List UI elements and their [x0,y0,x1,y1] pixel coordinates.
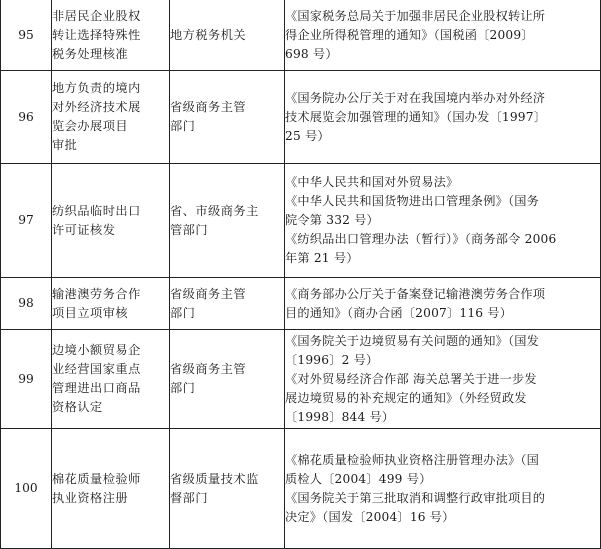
legal-basis-line: 〔1996〕2 号） [285,352,379,367]
item-name-line: 纺织品临时出口 [52,203,141,218]
item-name-cell [52,164,170,278]
legal-basis-cell [285,429,601,549]
table-row [1,429,601,549]
legal-basis-line: 《国务院关于第三批取消和调整行政审批项目的 [285,490,546,505]
item-name-line: 项目立项审核 [52,305,129,320]
item-name-line: 非居民企业股权 [52,8,141,23]
item-name-line: 许可证核发 [52,222,116,237]
item-name-line: 业经营国家重点 [52,362,141,376]
legal-basis-line: 决定》（国发〔2004〕16 号） [285,509,455,524]
row-number: 97 [1,164,52,278]
authority-line: 地方税务机关 [170,27,247,42]
item-name-line: 边境小额贸易企 [52,343,141,357]
table-body [1,0,601,549]
legal-basis-cell [285,164,601,278]
authority-line: 部门 [170,119,196,133]
row-number: 99 [1,330,52,429]
row-number: 96 [1,71,52,164]
item-name-line: 输港澳劳务合作 [52,286,141,301]
item-name-line: 转让选择特殊性 [52,27,141,42]
authority-line: 省级质量技术监 [170,471,259,486]
authority-line: 省级商务主管 [170,286,247,301]
authority-line: 部门 [170,381,196,395]
authority-cell [170,429,285,549]
legal-basis-cell [285,278,601,330]
authority-cell [170,164,285,278]
legal-basis-line: 《国务院关于边境贸易有关问题的通知》（国发 [285,333,540,348]
item-name-line: 管理进出口商品 [52,381,141,395]
legal-basis-line: 25 号） [285,128,330,143]
item-name-line: 棉花质量检验师 [52,471,141,486]
table-row [1,0,601,71]
legal-basis-line: 《国家税务总局关于加强非居民企业股权转让所 [285,8,546,23]
row-number: 98 [1,278,52,330]
legal-basis-line: 院令第 332 号） [285,213,379,227]
table-row [1,164,601,278]
item-name-line: 资格认定 [52,400,103,414]
item-name-line: 览会办展项目 [52,119,129,133]
legal-basis-line: 《国务院办公厅关于对在我国境内举办对外经济 [285,90,546,105]
item-name-line: 对外经济技术展 [52,100,141,114]
legal-basis-cell [285,330,601,429]
authority-cell [170,71,285,164]
legal-basis-line: 《商务部办公厅关于备案登记输港澳劳务合作项 [285,286,546,301]
legal-basis-line: 目的通知》（商办合函〔2007〕116 号） [285,305,513,320]
table-row [1,330,601,429]
legal-basis-cell [285,0,601,71]
authority-line: 省、市级商务主 [170,203,259,218]
authority-line: 部门 [170,305,196,320]
authority-line: 管部门 [170,222,209,237]
table-row [1,278,601,330]
authority-line: 省级商务主管 [170,100,247,114]
item-name-cell [52,0,170,71]
item-name-cell [52,330,170,429]
legal-basis-line: 698 号） [285,46,338,61]
legal-basis-line: 展边境贸易的补充规定的通知》（外经贸政发 [285,390,527,405]
legal-basis-cell [285,71,601,164]
legal-basis-line: 质检人〔2004〕499 号） [285,471,432,486]
item-name-line: 审批 [52,138,78,152]
authority-cell [170,0,285,71]
legal-basis-line: 得企业所得税管理的通知》（国税函〔2009〕 [285,27,534,42]
item-name-cell [52,429,170,549]
item-name-cell [52,278,170,330]
legal-basis-line: 《纺织品出口管理办法（暂行）》（商务部令 2006 [285,232,557,246]
row-number: 100 [1,429,52,549]
authority-cell [170,278,285,330]
legal-basis-line: 年第 21 号） [285,251,359,265]
table-row [1,71,601,164]
item-name-cell [52,71,170,164]
legal-basis-line: 〔1998〕844 号） [285,409,395,424]
item-name-line: 执业资格注册 [52,490,129,505]
item-name-line: 税务处理核准 [52,46,129,61]
legal-basis-line: 《中华人民共和国货物进出口管理条例》（国务 [285,194,540,208]
authority-line: 督部门 [170,490,209,505]
legal-basis-line: 技术展览会加强管理的通知》（国办发〔1997〕 [285,109,547,124]
legal-basis-line: 《中华人民共和国对外贸易法》 [285,175,459,189]
row-number: 95 [1,0,52,71]
legal-basis-line: 《对外贸易经济合作部 海关总署关于进一步发 [285,371,537,386]
legal-basis-line: 《棉花质量检验师执业资格注册管理办法》（国 [285,452,540,467]
item-name-line: 地方负责的境内 [52,81,141,95]
authority-line: 省级商务主管 [170,362,247,376]
authority-cell [170,330,285,429]
